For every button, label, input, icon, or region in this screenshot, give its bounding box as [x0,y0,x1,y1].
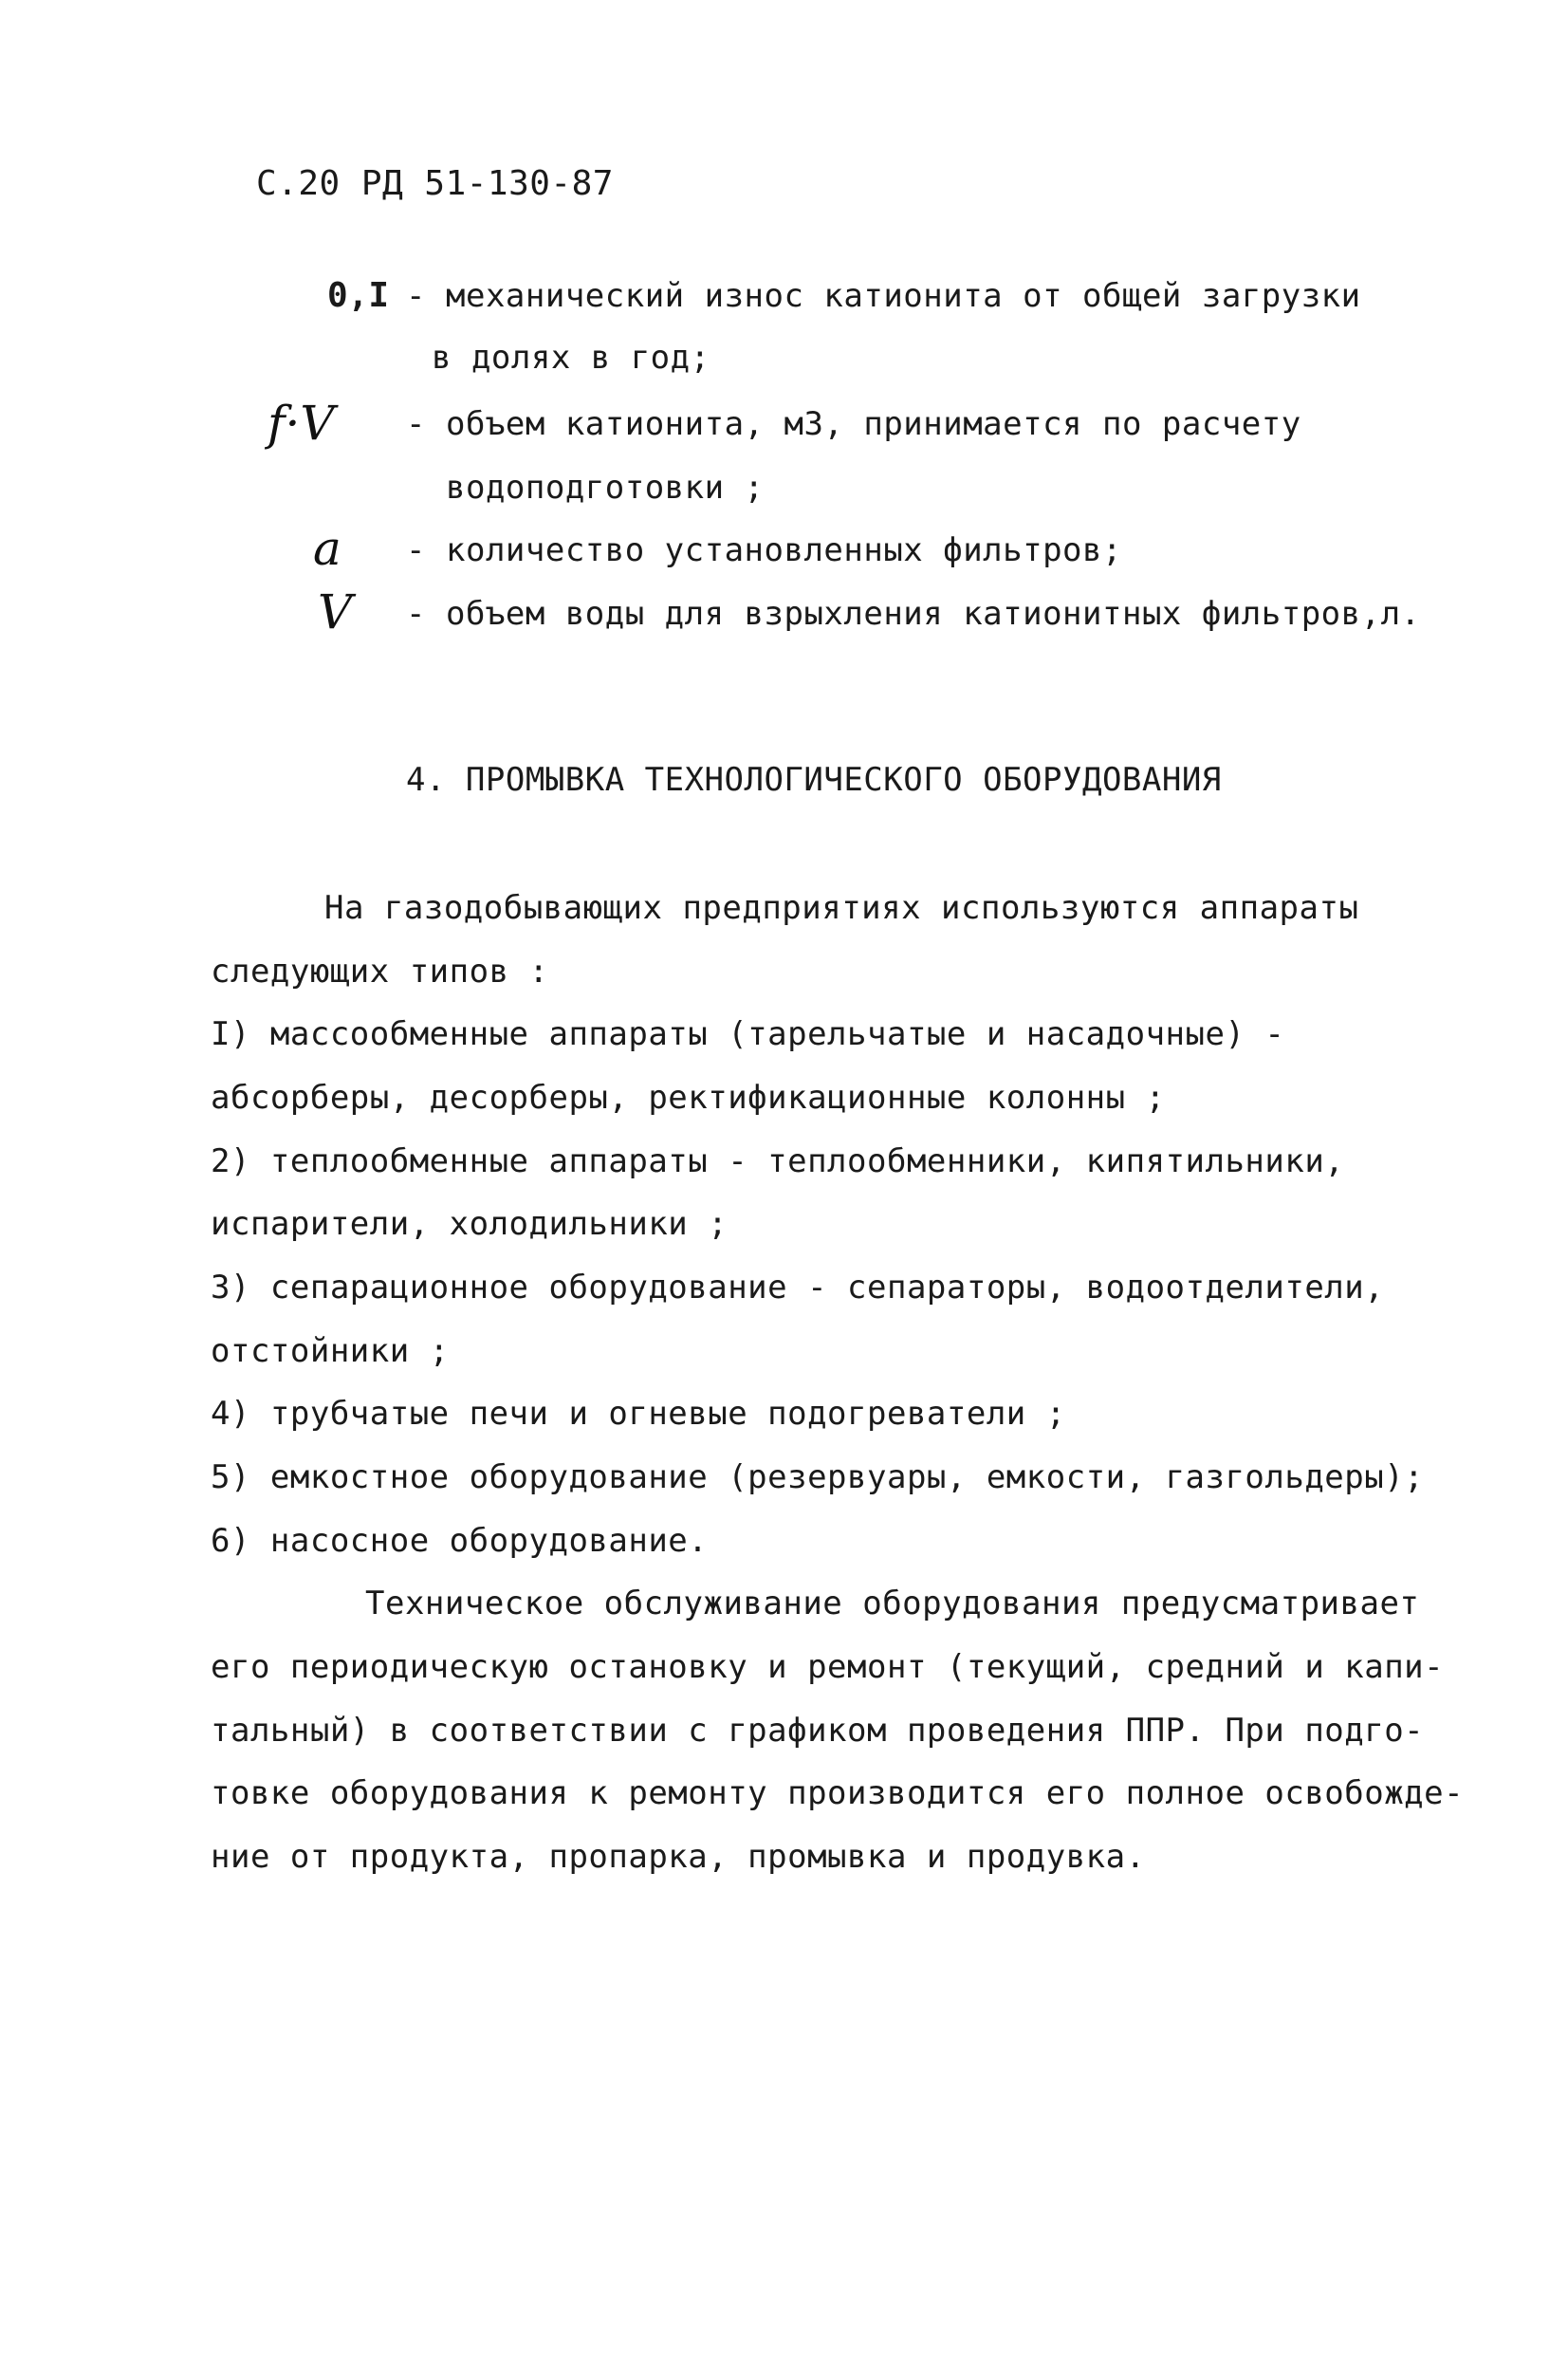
list-item: 6) насосное оборудование. [211,1522,709,1560]
paragraph-line: ние от продукта, пропарка, промывка и продувка. [211,1838,1146,1876]
legend-text-cont: водоподготовки ; [446,469,765,507]
legend-text: количество установленных фильтров; [446,531,1122,569]
legend-symbol-alpha: a [313,521,341,576]
paragraph-line: его периодическую остановку и ремонт (текущий, средний и капи- [211,1648,1445,1686]
intro-line: На газодобывающих предприятиях используются аппараты [324,889,1359,927]
page-header: С.20 РД 51-130-87 [256,164,614,203]
section-title: 4. ПРОМЫВКА ТЕХНОЛОГИЧЕСКОГО ОБОРУДОВАНИЯ [406,761,1222,799]
legend-symbol-0-1: 0,I [327,276,390,315]
legend-text: объем воды для взрыхления катионитных фильтров,л. [446,595,1421,633]
list-item: I) массообменные аппараты (тарельчатые и насадочные) - [211,1015,1285,1053]
legend-text-cont: в долях в год; [432,339,710,377]
legend-dash: - [406,595,426,633]
legend-dash: - [406,277,426,315]
list-item: 5) емкостное оборудование (резервуары, емкости, газгольдеры); [211,1458,1425,1496]
legend-symbol-fv: f·V [267,396,335,451]
list-item: 2) теплообменные аппараты - теплообменники, кипятильники, [211,1142,1345,1180]
list-item: испарители, холодильники ; [211,1205,729,1243]
intro-line: следующих типов : [211,953,549,991]
legend-text: механический износ катионита от общей загрузки [446,277,1361,315]
list-item: отстойники ; [211,1332,450,1370]
legend-dash: - [406,405,426,443]
list-item: абсорберы, десорберы, ректификационные колонны ; [211,1079,1166,1117]
paragraph-line: Техническое обслуживание оборудования предусматривает [365,1585,1420,1622]
list-item: 4) трубчатые печи и огневые подогреватели ; [211,1395,1066,1433]
paragraph-line: тальный) в соответствии с графиком проведения ППР. При подго- [211,1712,1425,1750]
list-item: 3) сепарационное оборудование - сепараторы, водоотделители, [211,1269,1385,1307]
paragraph-line: товке оборудования к ремонту производится его полное освобожде- [211,1774,1465,1812]
legend-symbol-v: V [318,584,353,639]
legend-dash: - [406,531,426,569]
legend-text: объем катионита, м3, принимается по расчету [446,405,1301,443]
